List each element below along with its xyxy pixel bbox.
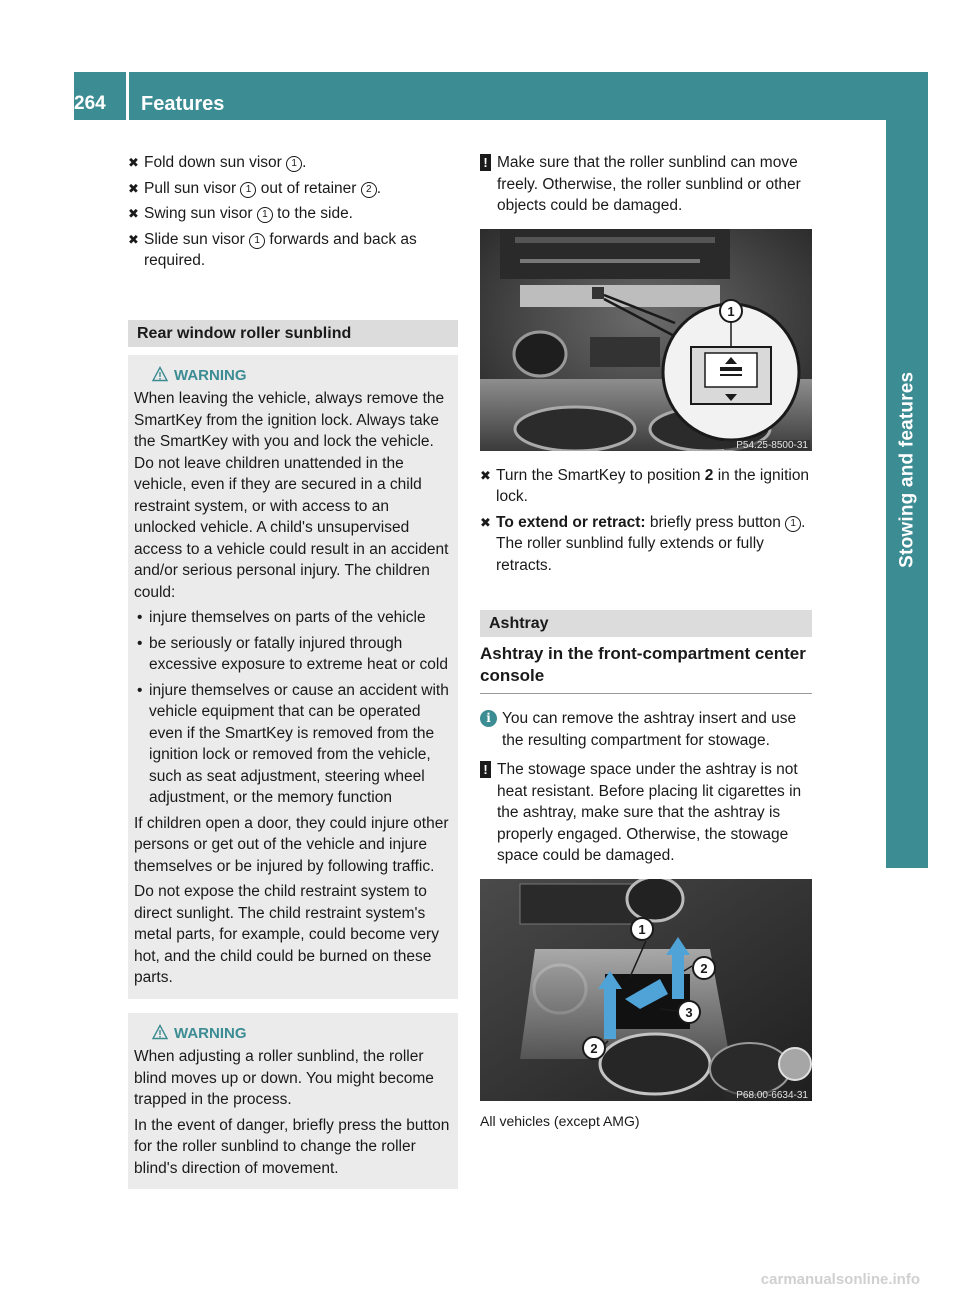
step-arrow-icon: ✖ bbox=[480, 514, 491, 530]
side-tab-label: Stowing and features bbox=[896, 371, 918, 569]
warning-bullet: • be seriously or fatally injured through excessive exposure to extreme heat or cold bbox=[137, 634, 448, 673]
step-arrow-icon: ✖ bbox=[128, 180, 139, 196]
warning-title: WARNING bbox=[134, 1023, 452, 1045]
page-title: Features bbox=[141, 93, 225, 115]
callout-2-icon: 2 bbox=[361, 182, 377, 198]
image-marker-1: 1 bbox=[638, 921, 646, 937]
attention-icon: ! bbox=[480, 154, 491, 171]
section-heading-roller-sunblind: Rear window roller sunblind bbox=[128, 320, 458, 347]
image-code: P54.25-8500-31 bbox=[736, 439, 808, 451]
note-roller-free: ! Make sure that the roller sunblind can move freely. Otherwise, the roller sunblind or other objects could be damaged. bbox=[480, 152, 812, 217]
info-icon: i bbox=[480, 710, 497, 727]
roller-sunblind-button-image bbox=[480, 229, 812, 451]
step-arrow-icon: ✖ bbox=[128, 155, 139, 170]
subheading-ashtray-center-console: Ashtray in the front-compartment center console bbox=[480, 644, 806, 685]
ashtray-image bbox=[480, 879, 812, 1101]
image-marker-2: 2 bbox=[700, 960, 708, 976]
side-tab-label-wrap bbox=[886, 72, 928, 868]
left-column bbox=[128, 152, 458, 1189]
callout-1-icon: 1 bbox=[257, 207, 273, 223]
image-caption: All vehicles (except AMG) bbox=[480, 1112, 640, 1129]
warning-text: Do not expose the child restraint system to direct sunlight. The child restraint system's metal parts, for example, could become very hot, and the child could be burned on these parts. bbox=[134, 883, 439, 986]
warning-text: If children open a door, they could injure other persons or get out of the vehicle and injure themselves or be injured by following traffic. bbox=[134, 814, 449, 875]
image-marker-3: 3 bbox=[685, 1004, 693, 1020]
section-heading-ashtray: Ashtray bbox=[480, 610, 812, 637]
header-divider bbox=[126, 72, 129, 120]
warning-box-children bbox=[128, 355, 458, 999]
footer-watermark: carmanualsonline.info bbox=[760, 1270, 920, 1288]
warning-text: In the event of danger, briefly press the button for the roller sunblind to change the roller blind's direction of movement. bbox=[134, 1116, 450, 1177]
step-slide-visor: ✖ Slide sun visor 1 forwards and back as required. bbox=[128, 230, 417, 269]
right-column bbox=[480, 152, 812, 1132]
step-arrow-icon: ✖ bbox=[480, 467, 491, 483]
dashboard-photo bbox=[480, 229, 812, 451]
divider bbox=[480, 693, 812, 694]
callout-1-icon: 1 bbox=[240, 182, 256, 198]
warning-triangle-icon bbox=[152, 1024, 168, 1040]
warning-text: When adjusting a roller sunblind, the roller blind moves up or down. You might become trapped in the process. bbox=[134, 1048, 434, 1108]
callout-1-icon: 1 bbox=[286, 156, 302, 172]
warning-title: WARNING bbox=[134, 365, 452, 387]
step-pull-visor: ✖ Pull sun visor 1 out of retainer 2 . bbox=[128, 178, 458, 200]
step-arrow-icon: ✖ bbox=[128, 231, 139, 247]
callout-1-icon: 1 bbox=[249, 233, 265, 249]
warning-text: When leaving the vehicle, always remove the SmartKey from the ignition lock. Always take the SmartKey with you and lock the vehicle. Do not leave children unattended in the vehicle, even if they are secured in a child restraint system, or with access to an unlocked vehicle. A child's unsupervised access to a vehicle could result in an accident and/or serious personal injury. The children could: bbox=[134, 390, 449, 601]
step-extend-retract: ✖ To extend or retract: briefly press button 1 . The roller sunblind fully extends or fully retracts. bbox=[480, 513, 806, 574]
warning-triangle-icon bbox=[152, 366, 168, 382]
step-result: The roller sunblind fully extends or fully retracts. bbox=[496, 535, 764, 574]
center-console-photo bbox=[480, 879, 812, 1101]
step-fold-visor: ✖ Fold down sun visor 1 . bbox=[128, 152, 458, 174]
step-arrow-icon: ✖ bbox=[128, 206, 139, 221]
page-number: 264 bbox=[74, 93, 106, 114]
image-marker-1: 1 bbox=[727, 303, 735, 319]
warning-box-trap bbox=[128, 1013, 458, 1190]
attention-icon: ! bbox=[480, 761, 491, 778]
step-swing-visor: ✖ Swing sun visor 1 to the side. bbox=[128, 203, 458, 225]
note-stowage-heat: ! The stowage space under the ashtray is not heat resistant. Before placing lit cigarettes in the ashtray, make sure that the ashtray is properly engaged. Otherwise, the stowage space could be damaged. bbox=[480, 759, 812, 867]
image-code: P68.00-6634-31 bbox=[736, 1089, 808, 1101]
warning-bullet: • injure themselves or cause an accident with vehicle equipment that can be operated even if the SmartKey is removed from the ignition lock or removed from the vehicle, such as seat adjustment, steering wheel adjustment, or the memory function bbox=[137, 681, 449, 806]
callout-1-icon: 1 bbox=[785, 516, 801, 532]
image-marker-2b: 2 bbox=[590, 1040, 598, 1056]
warning-bullet: • injure themselves on parts of the vehicle bbox=[137, 609, 426, 626]
info-note: i You can remove the ashtray insert and use the resulting compartment for stowage. bbox=[480, 708, 812, 751]
step-turn-key: ✖ Turn the SmartKey to position 2 in the ignition lock. bbox=[480, 466, 810, 505]
